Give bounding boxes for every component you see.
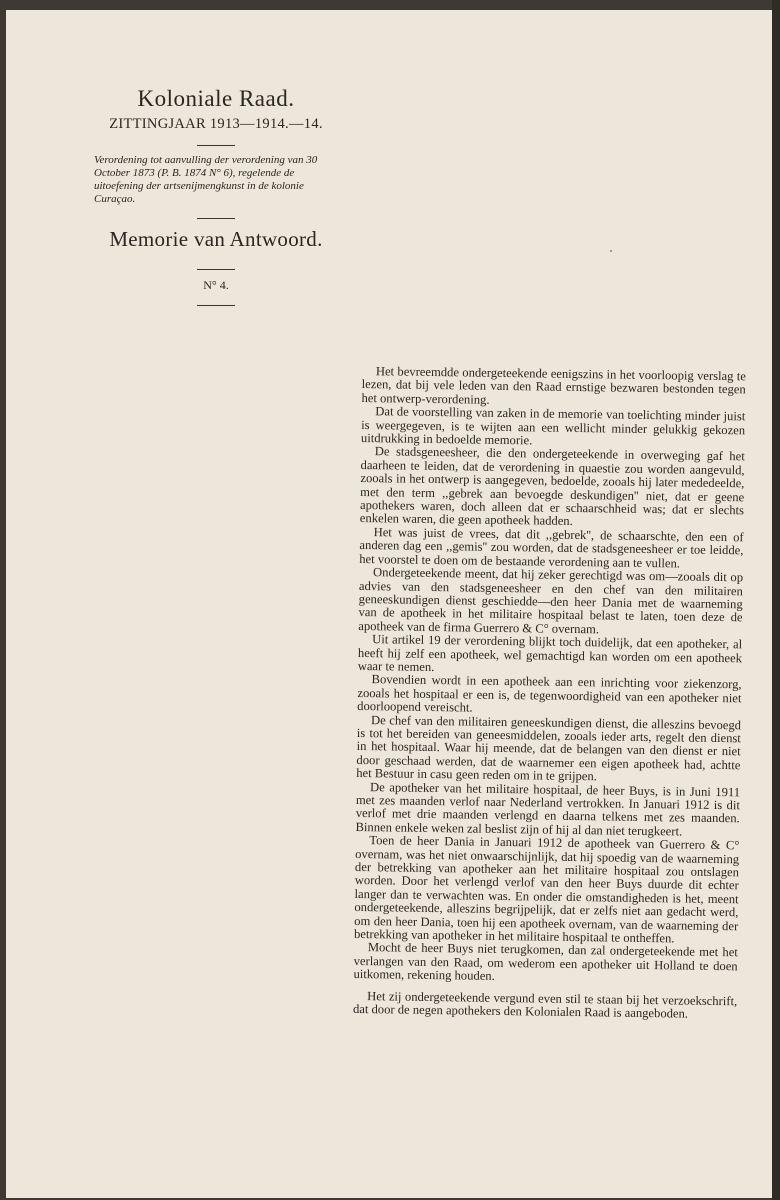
- paragraph: Het was juist de vrees, dat dit ,,gebrek'', de schaarschte, den een of anderen dag een ,,gemis'' zou worden, dat de stadsgeneesheer er toe leidde, het voorstel te doen om de bestaande verordening aan te vullen.: [359, 525, 744, 571]
- paragraph: Uit artikel 19 der verordening blijkt toch duidelijk, dat een apotheker, al heeft hij zelf een apotheek, wel gemachtigd kan worden om een apotheek waar te nemen.: [357, 632, 743, 674]
- divider: [197, 218, 235, 219]
- paragraph: Bovendien wordt in een apotheek aan een inrichting voor ziekenzorg, zooals het hospitaal er een is, de tegenwoordigheid van een apotheker niet doorloopend vereischt.: [357, 672, 742, 715]
- paragraph: De chef van den militairen geneeskundigen dienst, die alleszins bevoegd is tot het bereiden van geneesmiddelen, zooals ieder arts, regelt den dienst in het hospitaal. Waar hij meende, dat de belangen van den dienst er niet door geschaad werden, dat de waarnemer een eigen apotheek had, achtte het Bestuur in casu geen reden om in te grijpen.: [356, 712, 742, 784]
- paragraph: Het zij ondergeteekende vergund even stil te staan bij het verzoekschrift, dat door de negen apothekers den Kolonialen Raad is aangeboden.: [352, 988, 738, 1021]
- paragraph: Mocht de heer Buys niet terugkomen, dan zal ondergeteekende met het verlangen van den Raad, om wederom een apotheker uit Holland te doen uitkomen, rekening houden.: [353, 940, 738, 984]
- session-line: ZITTINGJAAR 1913—1914.—14.: [109, 116, 323, 132]
- document-number: N° 4.: [203, 278, 229, 293]
- ordinance-description: Verordening tot aanvulling der verordening van 30 October 1873 (P. B. 1874 N° 6), regelende de uitoefening der artsenijmengkunst in de kolonie Curaçao.: [94, 154, 318, 205]
- paragraph: Toen de heer Dania in Januari 1912 de apotheek van Guerrero & C° overnam, was het niet onwaarschijnlijk, dat hij spoedig van de waarneming der betrekking van apotheker aan het militaire hospitaal zou ontslagen worden. Door het verlengd verlof van den heer Buys duurde dit echter langer dan te verwachten was. En onder die omstandigheden is het, meent ondergeteekende, alleszins begrijpelijk, dat er zelfs niet aan gedacht werd, om den heer Dania, toen hij een apotheek overnam, van de waarneming der betrekking van apotheker in het militaire hospitaal te ontheffen.: [353, 833, 740, 946]
- memo-title: Memorie van Antwoord.: [109, 227, 323, 251]
- document-header: [90, 86, 342, 314]
- divider: [197, 269, 235, 270]
- document-page: [6, 10, 772, 1198]
- divider: [197, 145, 235, 146]
- ink-speck: [610, 250, 612, 252]
- paragraph: De stadsgeneesheer, die den ondergeteekende in overweging gaf het daarheen te leiden, dat de verordening in quaestie zou worden aangevuld, zooals in het ontwerp is aangegeven, bedoelde, zooals hij later mededeelde, met den term ,,gebrek aan bevoegde deskundigen'' niet, dat er geene apothekers waren, doch alleen dat er schaarschheid was; dat er slechts enkelen waren, die geen apotheek hadden.: [359, 444, 745, 529]
- page-edge: [772, 0, 780, 1200]
- paragraph: Ondergeteekende meent, dat hij zeker gerechtigd was om—zooals dit op advies van den stadsgeneesheer en den chef van den militairen geneeskundigen dienst geschiedde—den heer Dania met de waarneming van de apotheek in het militaire hospitaal belast te laten, toen deze de apotheek van de firma Guerrero & C° overnam.: [358, 565, 744, 637]
- body-text: [353, 365, 746, 1022]
- divider: [197, 305, 235, 306]
- council-title: Koloniale Raad.: [137, 86, 295, 111]
- paragraph: De apotheker van het militaire hospitaal, de heer Buys, is in Juni 1911 met zes maanden verlof naar Nederland vertrokken. In Januari 1912 is dit verlof met drie maanden verlengd en daarna telkens met zes maanden. Binnen enkele weken zal beslist zijn of hij al dan niet terugkeert.: [355, 779, 741, 839]
- paragraph: Dat de voorstelling van zaken in de memorie van toelichting minder juist is weergegeven, is te wijten aan een wellicht minder gelukkig gekozen uitdrukking in bedoelde memorie.: [360, 404, 746, 448]
- paragraph: Het bevreemdde ondergeteekende eenigszins in het voorloopig verslag te lezen, dat bij vele leden van den Raad ernstige bezwaren bestonden tegen het ontwerp-verordening.: [361, 364, 746, 407]
